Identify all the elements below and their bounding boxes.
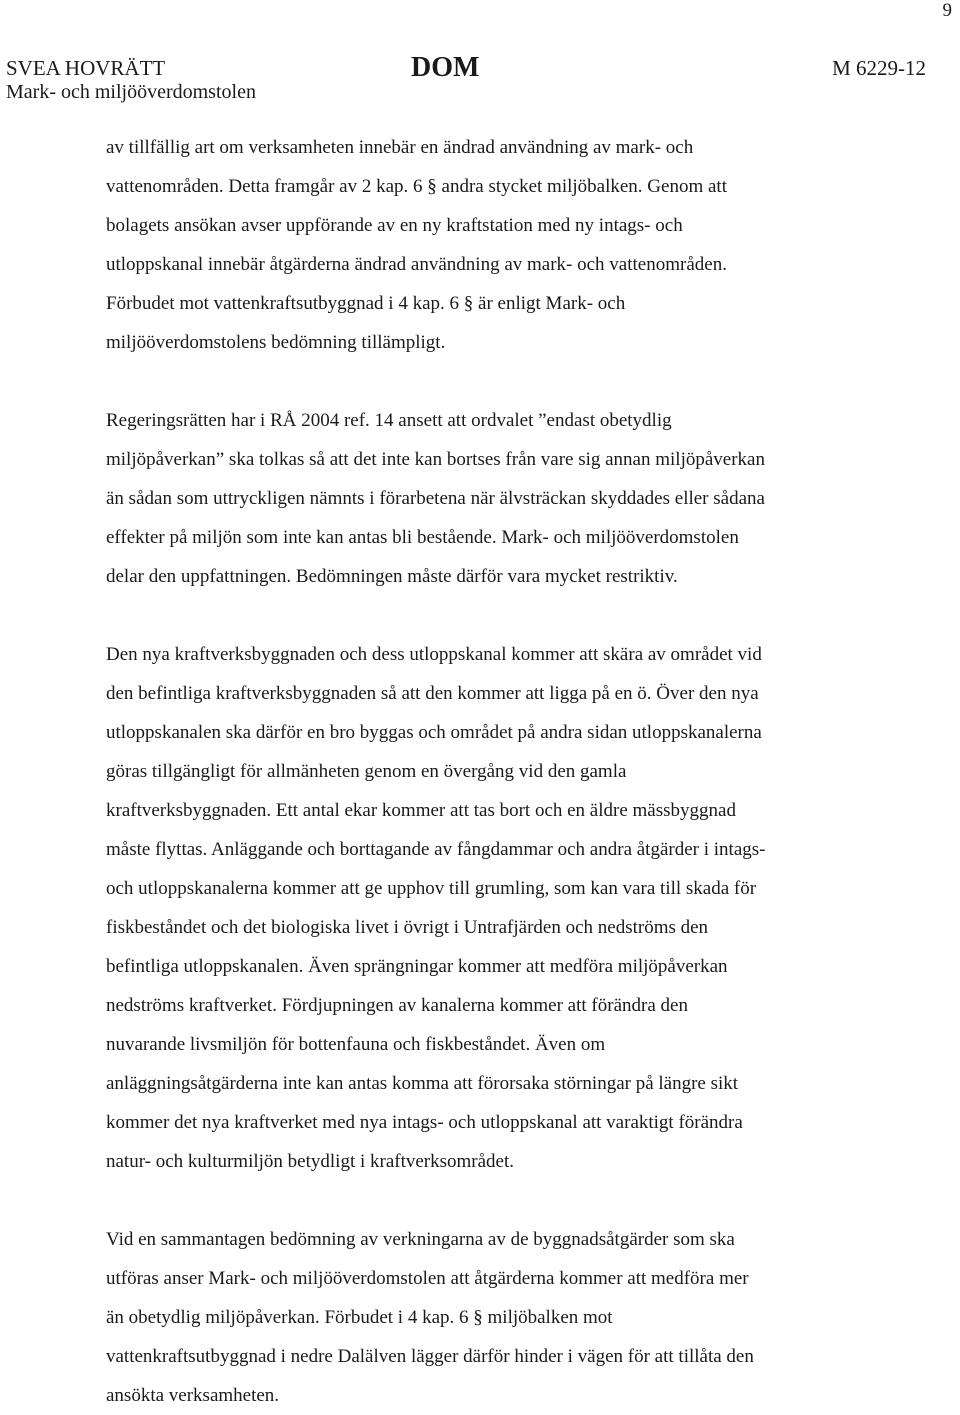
document-body — [106, 128, 906, 1415]
case-number: M 6229-12 — [832, 56, 926, 80]
document-header — [6, 52, 926, 106]
paragraph-conclusion: Vid en sammantagen bedömning av verkningarna av de byggnadsåtgärder som ska utföras anser Mark- och miljööverdomstolen att åtgärderna kommer att medföra mer än obetydlig miljöpåverkan. Förbudet i 4 kap. 6 § miljöbalken mot vattenkraftsutbyggnad i nedre Dalälven lägger därför hinder i vägen för att tillåta den ansökta verksamheten. — [106, 1229, 754, 1406]
court-name-line1: SVEA HOVRÄTT — [6, 56, 166, 80]
page-number: 9 — [942, 0, 952, 21]
paragraph-environmental-effects: Den nya kraftverksbyggnaden och dess utloppskanal kommer att skära av området vid den befintliga kraftverksbyggnaden så att den kommer att ligga på en ö. Över den nya utloppskanalen ska därför en bro byggas och området på andra sidan utloppskanalerna göras tillgängligt för allmänheten genom en övergång vid den gamla kraftverksbyggnaden. Ett antal ekar kommer att tas bort och en äldre mässbyggnad måste flyttas. Anläggande och borttagande av fångdammar och andra åtgärder i intags- och utloppskanalerna kommer att ge upphov till grumling, som kan vara till skada för fiskbeståndet och det biologiska livet i övrigt i Untrafjärden och nedströms den befintliga utloppskanalen. Även sprängningar kommer att medföra miljöpåverkan nedströms kraftverket. Fördjupningen av kanalerna kommer att förändra den nuvarande livsmiljön för bottenfauna och fiskbeståndet. Även om anläggningsåtgärderna inte kan antas komma att förorsaka störningar på längre sikt kommer det nya kraftverket med nya intags- och utloppskanal att varaktigt förändra natur- och kulturmiljön betydligt i kraftverksområdet. — [106, 644, 766, 1172]
court-name — [6, 56, 256, 104]
paragraph-court-precedent: Regeringsrätten har i RÅ 2004 ref. 14 ansett att ordvalet ”endast obetydlig miljöpåverkan” ska tolkas så att det inte kan bortses från vare sig annan miljöpåverkan än sådan som uttryckligen nämnts i förarbetena när älvsträckan skyddades eller sådana effekter på miljön som inte kan antas bli bestående. Mark- och miljööverdomstolen delar den uppfattningen. Bedömningen måste därför vara mycket restriktiv. — [106, 410, 765, 587]
court-name-line2: Mark- och miljööverdomstolen — [6, 81, 256, 103]
paragraph-scope-of-prohibition: av tillfällig art om verksamheten innebär en ändrad användning av mark- och vattenområden. Detta framgår av 2 kap. 6 § andra stycket miljöbalken. Genom att bolagets ansökan avser uppförande av en ny kraftstation med ny intags- och utloppskanal innebär åtgärderna ändrad användning av mark- och vattenområden. Förbudet mot vattenkraftsutbyggnad i 4 kap. 6 § är enligt Mark- och miljööverdomstolens bedömning tillämpligt. — [106, 137, 727, 353]
document-type: DOM — [411, 52, 480, 83]
